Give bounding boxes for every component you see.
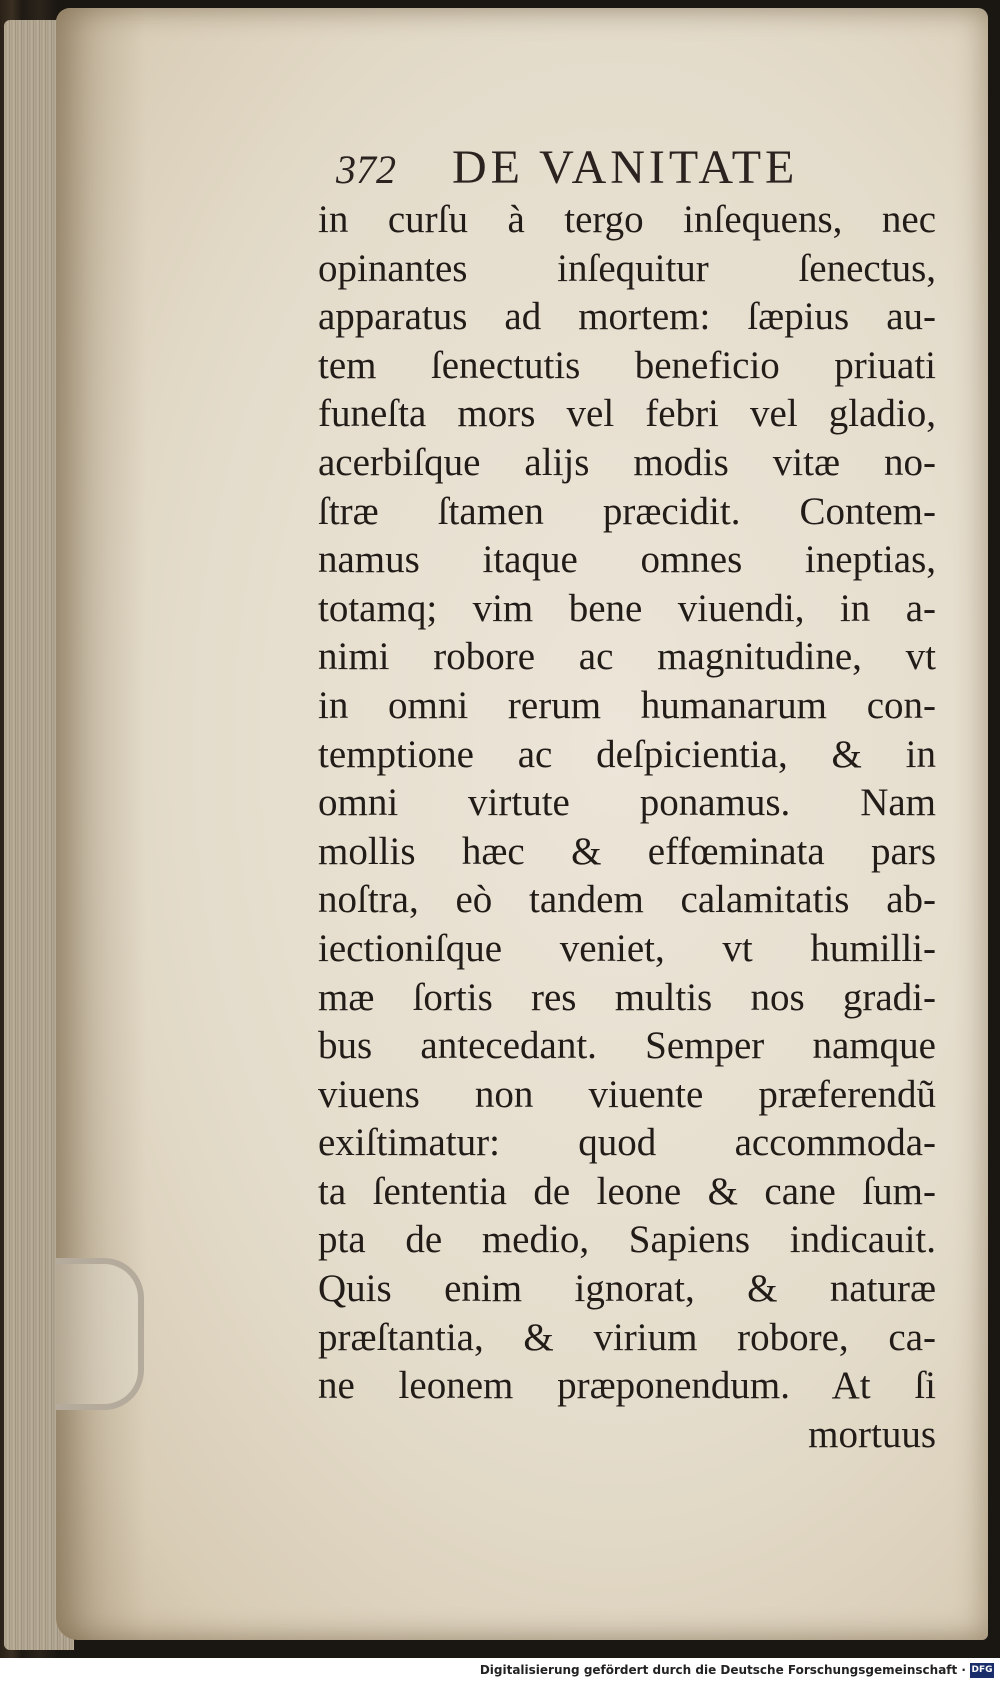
text-line: bus antecedant. Semper namque <box>318 1024 936 1068</box>
text-line: pta de medio, Sapiens indicauit. <box>318 1218 936 1262</box>
text-line: opinantes inſequitur ſenectus, <box>318 246 936 290</box>
text-line: noſtra, eò tandem calamitatis ab- <box>318 878 936 922</box>
text-line: in curſu à tergo inſequens, nec <box>318 198 936 241</box>
text-line: acerbiſque alijs modis vitæ no- <box>318 440 936 484</box>
text-line: apparatus ad mortem: ſæpius au- <box>318 295 936 339</box>
text-line: totamq; vim bene viuendi, in a- <box>318 586 936 630</box>
page-header <box>336 140 836 196</box>
text-line: Quis enim ignorat, & naturæ <box>318 1267 936 1311</box>
running-head: DE VANITATE <box>452 141 799 194</box>
text-line: omni virtute ponamus. Nam <box>318 781 936 825</box>
text-line: viuens non viuente præferendũ <box>318 1072 936 1116</box>
footer-bar <box>0 1658 1000 1686</box>
text-line: tem ſenectutis beneficio priuati <box>318 343 936 387</box>
dfg-logo-icon: DFG <box>970 1663 994 1678</box>
text-line: in omni rerum humanarum con- <box>318 683 936 727</box>
text-line: ne leonem præponendum. At ſi <box>318 1364 936 1408</box>
text-line: ſtræ ſtamen præcidit. Contem- <box>318 489 936 533</box>
body-text <box>318 196 936 1459</box>
text-line: mæ ſortis res multis nos gradi- <box>318 975 936 1019</box>
text-line: nimi robore ac magnitudine, vt <box>318 635 936 679</box>
text-line: præſtantia, & virium robore, ca- <box>318 1315 936 1359</box>
funding-credit: Digitalisierung gefördert durch die Deutsche Forschungsgemeinschaft · <box>479 1663 966 1677</box>
text-line: funeſta mors vel febri vel gladio, <box>318 392 936 436</box>
text-line: exiſtimatur: quod accommoda- <box>318 1121 936 1165</box>
text-line: iectioniſque veniet, vt humilli- <box>318 926 936 970</box>
text-line: namus itaque omnes ineptias, <box>318 538 936 582</box>
text-line: ta ſententia de leone & cane ſum- <box>318 1169 936 1213</box>
text-line: temptione ac deſpicientia, & in <box>318 732 936 776</box>
catchword: mortuus <box>808 1412 936 1456</box>
page-number: 372 <box>336 147 396 192</box>
text-line: mollis hæc & effœminata pars <box>318 829 936 873</box>
page-clip <box>56 1258 144 1410</box>
